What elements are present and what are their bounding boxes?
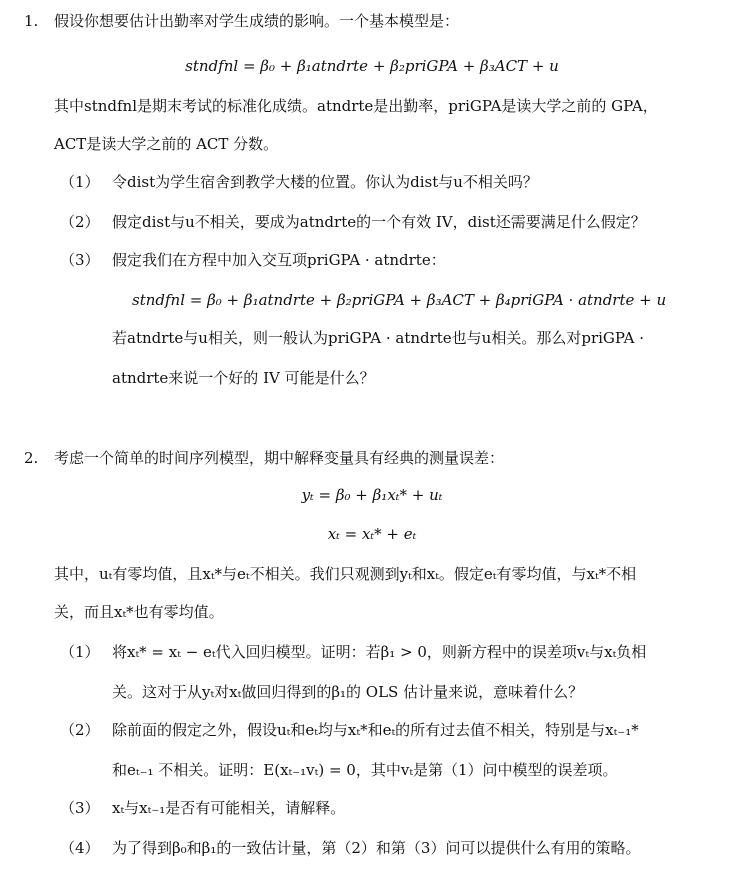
q2-sub4-line1: 为了得到β₀和β₁的一致估计量，第（2）和第（3）问可以提供什么有用的策略。 bbox=[112, 839, 641, 857]
q1-sub2-label: （2） bbox=[60, 213, 100, 231]
q1-desc-line2: ACT是读大学之前的 ACT 分数。 bbox=[54, 135, 279, 153]
q1-number: 1. bbox=[24, 12, 39, 30]
q1-equation: stndfnl = β₀ + β₁atndrte + β₂priGPA + β₃ACT + u bbox=[185, 57, 559, 75]
q2-sub1-label: （1） bbox=[60, 643, 100, 661]
q1-sub3-line3: atndrte来说一个好的 IV 可能是什么？ bbox=[112, 369, 375, 387]
q2-sub3-line1: xₜ与xₜ₋₁是否有可能相关，请解释。 bbox=[112, 799, 346, 817]
q1-sub2-text: 假定dist与u不相关，要成为atndrte的一个有效 IV，dist还需要满足什么假定？ bbox=[112, 213, 646, 231]
q2-sub3-label: （3） bbox=[60, 799, 100, 817]
q1-equation2: stndfnl = β₀ + β₁atndrte + β₂priGPA + β₃ACT + β₄priGPA · atndrte + u bbox=[132, 291, 667, 309]
q2-equation2: xₜ = xₜ* + eₜ bbox=[327, 525, 417, 543]
q2-sub2-label: （2） bbox=[60, 721, 100, 739]
q1-desc-line1: 其中stndfnl是期末考试的标准化成绩。atndrte是出勤率，priGPA是读大学之前的 GPA， bbox=[54, 97, 658, 115]
q2-sub2-line2: 和eₜ₋₁ 不相关。证明：E(xₜ₋₁vₜ) = 0，其中vₜ是第（1）问中模型的误差项。 bbox=[112, 761, 618, 779]
q2-sub4-label: （4） bbox=[60, 839, 100, 857]
q1-sub3-text: 假定我们在方程中加入交互项priGPA · atndrte： bbox=[112, 251, 446, 269]
q1-sub3-line2: 若atndrte与u相关，则一般认为priGPA · atndrte也与u相关。那么对priGPA · bbox=[112, 329, 644, 347]
q2-equation1: yₜ = β₀ + β₁xₜ* + uₜ bbox=[301, 486, 443, 504]
q2-desc-line2: 关，而且xₜ*也有零均值。 bbox=[54, 603, 224, 621]
q1-intro: 假设你想要估计出勤率对学生成绩的影响。一个基本模型是： bbox=[54, 12, 460, 30]
q2-desc-line1: 其中，uₜ有零均值，且xₜ*与eₜ不相关。我们只观测到yₜ和xₜ。假定eₜ有零均值，与xₜ*不相 bbox=[54, 565, 637, 583]
q2-number: 2. bbox=[24, 449, 39, 467]
q2-sub1-line1: 将xₜ* = xₜ − eₜ代入回归模型。证明：若β₁ > 0，则新方程中的误差项vₜ与xₜ负相 bbox=[112, 643, 647, 661]
q2-sub1-line2: 关。这对于从yₜ对xₜ做回归得到的β₁的 OLS 估计量来说，意味着什么？ bbox=[112, 683, 584, 701]
q1-sub3-label: （3） bbox=[60, 251, 100, 269]
q1-sub1-text: 令dist为学生宿舍到教学大楼的位置。你认为dist与u不相关吗？ bbox=[112, 173, 538, 191]
q1-sub1-label: （1） bbox=[60, 173, 100, 191]
q2-sub2-line1: 除前面的假定之外，假设uₜ和eₜ均与xₜ*和eₜ的所有过去值不相关，特别是与xₜ₋₁* bbox=[112, 721, 639, 739]
q2-intro: 考虑一个简单的时间序列模型，期中解释变量具有经典的测量误差： bbox=[54, 449, 505, 467]
